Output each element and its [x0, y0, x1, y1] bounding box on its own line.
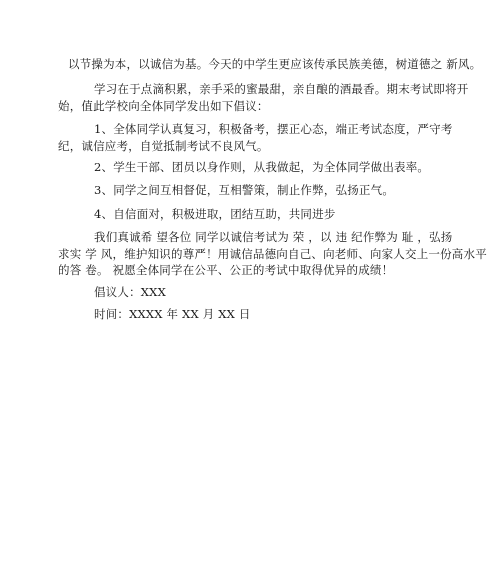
intro-line: 以节操为本，以诚信为基。今天的中学生更应该传承民族美德，树道德之 新风。: [68, 57, 482, 71]
paragraph-2-line-1: 学习在于点滴积累，亲手采的蜜最甜，亲自酿的酒最香。期末考试即将开: [94, 82, 469, 96]
closing-line-3: 的答 卷。 祝愿全体同学在公平、公正的考试中取得优异的成绩！: [58, 263, 394, 277]
paragraph-2-line-2: 始，值此学校向全体同学发出如下倡议：: [58, 99, 269, 113]
closing-line-1: 我们真诚希 望各位 同学以诚信考试为 荣 ，以 违 纪作弊为 耻 ，弘扬: [94, 230, 453, 244]
closing-line-2: 求实 学 风，维护知识的尊严！用诚信品德向自己、向老师、向家人交上一份高水平: [58, 247, 487, 261]
date: 时间：XXXX 年 XX 月 XX 日: [94, 307, 251, 321]
item-1-line-2: 纪，诚信应考，自觉抵制考试不良风气。: [58, 139, 269, 153]
item-1-line-1: 1、全体同学认真复习，积极备考，摆正心态，端正考试态度，严守考: [94, 122, 453, 136]
item-2: 2、学生干部、团员以身作则，从我做起，为全体同学做出表率。: [94, 160, 430, 174]
item-3: 3、同学之间互相督促，互相警策，制止作弊，弘扬正气。: [94, 183, 395, 197]
proposer: 倡议人：XXX: [94, 285, 166, 299]
item-4: 4、自信面对，积极进取，团结互助，共同进步: [94, 207, 336, 221]
